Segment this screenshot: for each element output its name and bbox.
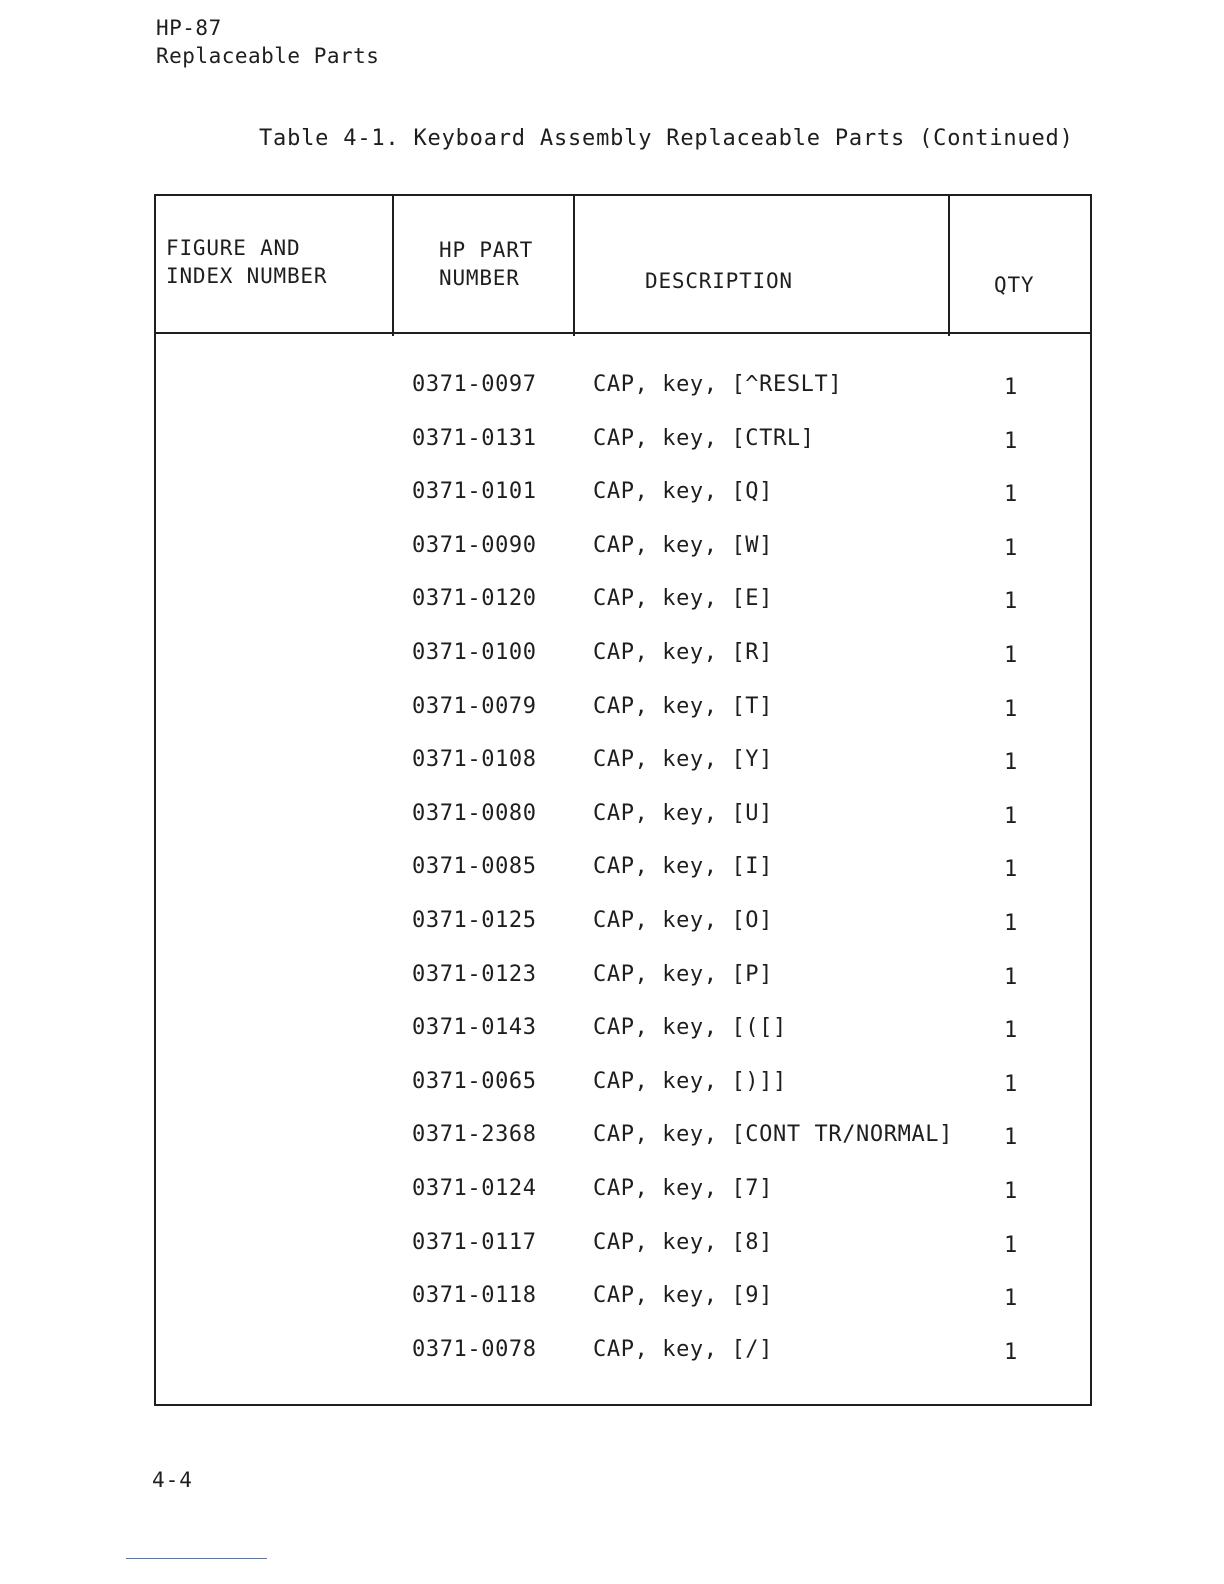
part-number: 0371-0124	[412, 1176, 537, 1201]
part-qty: 1	[1004, 1072, 1018, 1097]
document-title: HP-87	[156, 16, 222, 40]
part-qty: 1	[1004, 1286, 1018, 1311]
part-qty: 1	[1004, 1125, 1018, 1150]
part-number: 0371-0090	[412, 533, 537, 558]
part-description: CAP, key, [U]	[593, 801, 773, 826]
part-qty: 1	[1004, 643, 1018, 668]
part-description: CAP, key, [E]	[593, 586, 773, 611]
column-divider	[392, 196, 394, 336]
table-row	[156, 908, 1090, 938]
part-description: CAP, key, [O]	[593, 908, 773, 933]
column-divider	[948, 196, 950, 336]
table-row	[156, 479, 1090, 509]
part-description: CAP, key, [CONT TR/NORMAL]	[593, 1122, 953, 1147]
part-number: 0371-2368	[412, 1122, 537, 1147]
part-number: 0371-0100	[412, 640, 537, 665]
part-number: 0371-0125	[412, 908, 537, 933]
column-header-qty: QTY	[994, 273, 1035, 297]
part-description: CAP, key, [([]	[593, 1015, 787, 1040]
page-number: 4-4	[152, 1468, 193, 1492]
table-row	[156, 1122, 1090, 1152]
part-description: CAP, key, [W]	[593, 533, 773, 558]
part-qty: 1	[1004, 482, 1018, 507]
part-number: 0371-0065	[412, 1069, 537, 1094]
table-row	[156, 1283, 1090, 1313]
column-header-figure-line2: INDEX NUMBER	[166, 264, 328, 288]
column-header-description: DESCRIPTION	[645, 269, 793, 293]
table-row	[156, 586, 1090, 616]
part-number: 0371-0108	[412, 747, 537, 772]
column-header-hp-line2: NUMBER	[439, 266, 520, 290]
part-qty: 1	[1004, 750, 1018, 775]
part-qty: 1	[1004, 911, 1018, 936]
column-header-hp-part-number	[439, 236, 533, 292]
table-row	[156, 694, 1090, 724]
column-header-hp-line1: HP PART	[439, 238, 534, 262]
table-row	[156, 1337, 1090, 1367]
table-row	[156, 533, 1090, 563]
part-qty: 1	[1004, 589, 1018, 614]
column-header-figure-index	[166, 234, 327, 290]
part-description: CAP, key, [)]]	[593, 1069, 787, 1094]
part-number: 0371-0080	[412, 801, 537, 826]
part-description: CAP, key, [Q]	[593, 479, 773, 504]
part-description: CAP, key, [T]	[593, 694, 773, 719]
part-number: 0371-0143	[412, 1015, 537, 1040]
part-number: 0371-0097	[412, 372, 537, 397]
table-row	[156, 426, 1090, 456]
table-row	[156, 962, 1090, 992]
part-number: 0371-0079	[412, 694, 537, 719]
part-description: CAP, key, [CTRL]	[593, 426, 815, 451]
parts-table	[154, 194, 1092, 1406]
part-qty: 1	[1004, 857, 1018, 882]
part-qty: 1	[1004, 1179, 1018, 1204]
table-row	[156, 854, 1090, 884]
part-description: CAP, key, [9]	[593, 1283, 773, 1308]
part-qty: 1	[1004, 1340, 1018, 1365]
part-qty: 1	[1004, 804, 1018, 829]
part-description: CAP, key, [I]	[593, 854, 773, 879]
table-row	[156, 1176, 1090, 1206]
column-divider	[573, 196, 575, 336]
table-row	[156, 1230, 1090, 1260]
part-qty: 1	[1004, 1018, 1018, 1043]
table-caption: Table 4-1. Keyboard Assembly Replaceable Parts (Continued)	[259, 126, 1074, 151]
header-rule	[156, 332, 1090, 334]
part-qty: 1	[1004, 429, 1018, 454]
part-description: CAP, key, [/]	[593, 1337, 773, 1362]
table-row	[156, 801, 1090, 831]
part-description: CAP, key, [R]	[593, 640, 773, 665]
part-number: 0371-0085	[412, 854, 537, 879]
part-number: 0371-0123	[412, 962, 537, 987]
part-number: 0371-0101	[412, 479, 537, 504]
part-description: CAP, key, [Y]	[593, 747, 773, 772]
table-row	[156, 747, 1090, 777]
part-qty: 1	[1004, 965, 1018, 990]
part-qty: 1	[1004, 536, 1018, 561]
table-row	[156, 372, 1090, 402]
part-number: 0371-0131	[412, 426, 537, 451]
part-description: CAP, key, [8]	[593, 1230, 773, 1255]
part-description: CAP, key, [7]	[593, 1176, 773, 1201]
part-number: 0371-0120	[412, 586, 537, 611]
part-description: CAP, key, [P]	[593, 962, 773, 987]
part-qty: 1	[1004, 697, 1018, 722]
table-row	[156, 640, 1090, 670]
part-number: 0371-0078	[412, 1337, 537, 1362]
part-qty: 1	[1004, 375, 1018, 400]
part-description: CAP, key, [^RESLT]	[593, 372, 843, 397]
part-number: 0371-0118	[412, 1283, 537, 1308]
document-section: Replaceable Parts	[156, 44, 380, 68]
table-row	[156, 1015, 1090, 1045]
column-header-figure-line1: FIGURE AND	[166, 236, 301, 260]
part-number: 0371-0117	[412, 1230, 537, 1255]
table-row	[156, 1069, 1090, 1099]
part-qty: 1	[1004, 1233, 1018, 1258]
footer-rule	[126, 1558, 267, 1559]
